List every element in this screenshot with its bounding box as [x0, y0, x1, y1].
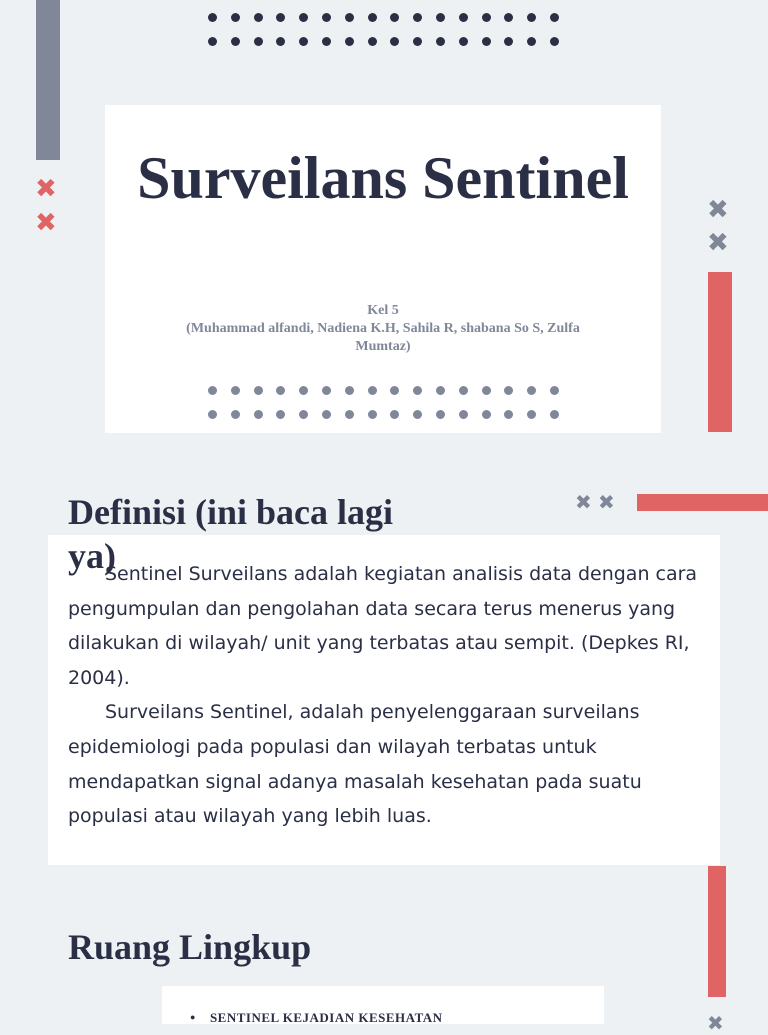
group-members: (Muhammad alfandi, Nadiena K.H, Sahila R, shabana So S, Zulfa Mumtaz) [186, 321, 580, 354]
definition-paragraph: Surveilans Sentinel, adalah penyelenggaraan surveilans epidemiologi pada populasi dan wilayah terbatas untuk mendapatkan signal adanya masalah kesehatan pada suatu populasi atau wilayah yang lebih luas. [68, 701, 642, 828]
horizontal-red-bar [637, 494, 768, 511]
x-mark-icon: ✖ [598, 490, 615, 514]
scope-heading: Ruang Lingkup [68, 927, 312, 967]
x-mark-icon: ✖ [707, 195, 729, 225]
definition-heading: Definisi (ini baca lagi ya) [68, 492, 394, 576]
x-mark-icon: ✖ [707, 228, 729, 258]
definition-body [68, 557, 708, 834]
right-red-bar [708, 272, 732, 432]
x-mark-icon: ✖ [35, 174, 57, 204]
x-mark-icon: ✖ [35, 208, 57, 238]
right-red-bar-lower [708, 866, 726, 997]
subtitle [160, 302, 606, 356]
left-grey-bar [36, 0, 60, 160]
page-title: Surveilans Sentinel [137, 145, 629, 211]
card-dot-pattern [208, 386, 559, 419]
group-label: Kel 5 [367, 303, 399, 318]
top-dot-pattern [208, 13, 559, 46]
list-item: ● SENTINEL KEJADIAN KESEHATAN [190, 1010, 443, 1026]
definition-paragraph: Sentinel Surveilans adalah kegiatan analisis data dengan cara pengumpulan dan pengolahan data secara terus menerus yang dilakukan di wilayah/ unit yang terbatas atau sempit. (Depkes RI, 2004). [68, 563, 698, 689]
x-mark-icon: ✖ [707, 1011, 724, 1035]
x-mark-icon: ✖ [575, 490, 592, 514]
